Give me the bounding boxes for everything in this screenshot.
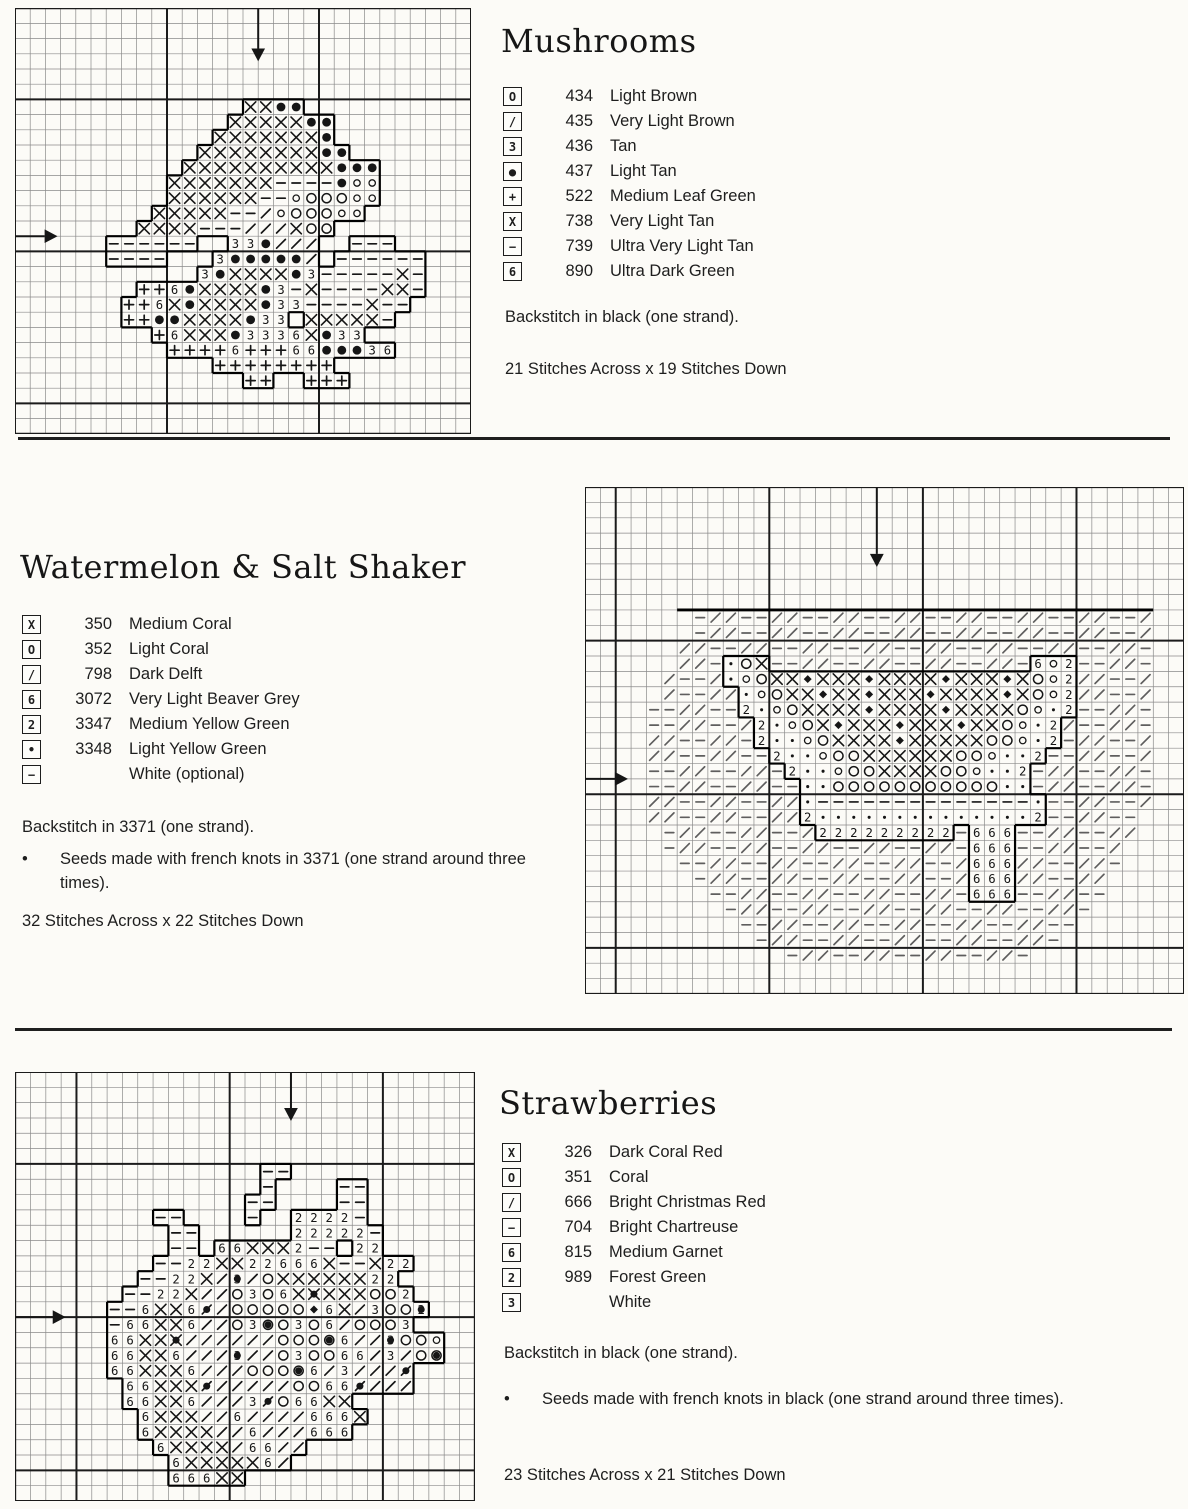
svg-text:2: 2: [788, 764, 797, 779]
mushrooms-stitch-count: 21 Stitches Across x 19 Stitches Down: [505, 360, 787, 378]
svg-text:6: 6: [307, 343, 316, 358]
svg-text:6: 6: [310, 1256, 318, 1271]
svg-text:6: 6: [248, 1440, 257, 1455]
legend-row: [502, 1165, 766, 1190]
legend-symbol: O: [503, 87, 522, 106]
legend-floss-code: 437: [565, 162, 593, 180]
svg-text:2: 2: [1019, 764, 1027, 779]
svg-text:3: 3: [294, 1348, 303, 1363]
legend-row: [503, 84, 756, 109]
svg-text:2: 2: [371, 1241, 379, 1256]
svg-text:3: 3: [248, 1287, 257, 1302]
legend-row: [502, 1190, 766, 1215]
legend-row: [503, 134, 756, 159]
svg-text:2: 2: [172, 1287, 180, 1302]
strawberries-seeds-text: Seeds made with french knots in black (one strand around three times).: [542, 1390, 1064, 1408]
svg-text:6: 6: [340, 1410, 349, 1425]
svg-text:6: 6: [340, 1348, 349, 1363]
legend-color-name: White (optional): [129, 765, 245, 783]
svg-text:6: 6: [1003, 856, 1012, 871]
svg-text:6: 6: [988, 887, 996, 902]
svg-text:2: 2: [264, 1256, 272, 1271]
svg-text:2: 2: [294, 1241, 303, 1256]
legend-symbol: ●: [503, 162, 522, 181]
mushrooms-backstitch-note: Backstitch in black (one strand).: [505, 308, 739, 326]
svg-text:2: 2: [340, 1226, 349, 1241]
svg-text:2: 2: [911, 826, 919, 841]
mushrooms-title: Mushrooms: [501, 22, 697, 60]
svg-text:6: 6: [325, 1318, 333, 1333]
svg-text:3: 3: [371, 1302, 379, 1317]
svg-text:3: 3: [368, 343, 376, 358]
svg-text:2: 2: [325, 1210, 333, 1225]
svg-text:6: 6: [294, 1394, 303, 1409]
legend-color-name: Coral: [609, 1168, 649, 1186]
legend-floss-code: 704: [564, 1218, 592, 1236]
watermelon-seeds-note: [22, 848, 574, 896]
svg-text:2: 2: [880, 826, 889, 841]
svg-text:6: 6: [141, 1318, 150, 1333]
svg-text:3: 3: [340, 1364, 349, 1379]
svg-text:6: 6: [187, 1364, 196, 1379]
svg-text:6: 6: [310, 1364, 318, 1379]
svg-text:6: 6: [988, 826, 996, 841]
svg-text:6: 6: [972, 841, 981, 856]
legend-row: [503, 259, 756, 284]
legend-row: [502, 1215, 766, 1240]
legend-color-name: White: [609, 1293, 652, 1311]
svg-text:6: 6: [111, 1333, 119, 1348]
svg-text:2: 2: [942, 826, 950, 841]
legend-row: [22, 737, 300, 762]
svg-text:6: 6: [231, 343, 240, 358]
svg-text:6: 6: [972, 826, 981, 841]
svg-text:6: 6: [310, 1394, 318, 1409]
svg-text:6: 6: [1003, 841, 1012, 856]
legend-row: [502, 1265, 766, 1290]
bullet-dot: •: [22, 850, 28, 868]
legend-color-name: Dark Coral Red: [609, 1143, 723, 1161]
legend-color-name: Tan: [610, 137, 637, 155]
legend-floss-code: 434: [565, 87, 593, 105]
svg-text:3: 3: [216, 252, 224, 267]
svg-text:6: 6: [172, 1471, 180, 1486]
svg-text:2: 2: [187, 1256, 196, 1271]
svg-text:6: 6: [187, 1318, 196, 1333]
svg-text:6: 6: [248, 1425, 257, 1440]
legend-row: [22, 637, 300, 662]
legend-symbol: −: [502, 1218, 521, 1237]
svg-text:6: 6: [988, 872, 996, 887]
legend-row: [22, 687, 300, 712]
svg-text:6: 6: [988, 856, 996, 871]
svg-text:3: 3: [246, 328, 255, 343]
legend-row: [22, 662, 300, 687]
legend-floss-code: 739: [565, 237, 593, 255]
legend-color-name: Bright Christmas Red: [609, 1193, 766, 1211]
svg-text:6: 6: [294, 1256, 303, 1271]
svg-text:2: 2: [926, 826, 935, 841]
legend-color-name: Medium Coral: [129, 615, 232, 633]
legend-floss-code: 326: [564, 1143, 592, 1161]
svg-text:6: 6: [310, 1410, 318, 1425]
legend-row: [503, 159, 756, 184]
svg-text:2: 2: [834, 826, 843, 841]
legend-floss-code: 666: [564, 1193, 592, 1211]
svg-text:3: 3: [307, 267, 316, 282]
svg-text:2: 2: [819, 826, 827, 841]
svg-text:6: 6: [111, 1364, 119, 1379]
legend-floss-code: 890: [565, 262, 593, 280]
watermelon-legend: [22, 612, 300, 787]
legend-floss-code: 351: [564, 1168, 592, 1186]
svg-text:6: 6: [126, 1318, 134, 1333]
legend-color-name: Light Yellow Green: [129, 740, 267, 758]
legend-floss-code: 435: [565, 112, 593, 130]
svg-text:3: 3: [277, 313, 285, 328]
strawberries-backstitch-note: Backstitch in black (one strand).: [504, 1344, 738, 1362]
svg-text:6: 6: [1034, 657, 1042, 672]
svg-text:6: 6: [325, 1410, 333, 1425]
legend-symbol: 6: [22, 690, 41, 709]
svg-text:6: 6: [187, 1471, 196, 1486]
svg-text:2: 2: [371, 1272, 379, 1287]
svg-text:6: 6: [972, 856, 981, 871]
legend-row: [503, 184, 756, 209]
svg-text:6: 6: [383, 343, 392, 358]
svg-text:6: 6: [1003, 826, 1012, 841]
svg-text:3: 3: [262, 328, 270, 343]
svg-text:2: 2: [172, 1272, 180, 1287]
svg-text:6: 6: [988, 841, 996, 856]
svg-text:3: 3: [292, 298, 300, 313]
svg-text:6: 6: [233, 1410, 242, 1425]
legend-color-name: Ultra Very Light Tan: [610, 237, 754, 255]
legend-color-name: Medium Yellow Green: [129, 715, 290, 733]
svg-text:2: 2: [187, 1272, 196, 1287]
legend-floss-code: 352: [84, 640, 112, 658]
legend-floss-code: 3347: [75, 715, 112, 733]
legend-color-name: Dark Delft: [129, 665, 203, 683]
legend-floss-code: 989: [564, 1268, 592, 1286]
svg-text:6: 6: [126, 1364, 134, 1379]
svg-text:2: 2: [402, 1256, 410, 1271]
strawberries-seeds-note: [504, 1388, 1132, 1412]
svg-text:3: 3: [277, 328, 285, 343]
svg-text:6: 6: [111, 1348, 119, 1363]
mushrooms-legend: [503, 84, 756, 284]
svg-text:6: 6: [202, 1471, 211, 1486]
svg-text:6: 6: [972, 887, 981, 902]
section-divider-1: [18, 437, 1170, 440]
legend-row: [503, 234, 756, 259]
legend-floss-code: 815: [564, 1243, 592, 1261]
svg-text:6: 6: [141, 1302, 150, 1317]
svg-text:2: 2: [402, 1287, 410, 1302]
watermelon-backstitch-note: Backstitch in 3371 (one strand).: [22, 818, 255, 836]
svg-text:6: 6: [292, 343, 300, 358]
svg-text:6: 6: [325, 1425, 333, 1440]
svg-text:6: 6: [126, 1379, 134, 1394]
svg-text:6: 6: [172, 1348, 180, 1363]
legend-color-name: Light Brown: [610, 87, 698, 105]
legend-row: [22, 612, 300, 637]
svg-text:2: 2: [1034, 749, 1042, 764]
svg-text:2: 2: [386, 1256, 395, 1271]
svg-text:3: 3: [386, 1348, 395, 1363]
svg-text:2: 2: [773, 749, 781, 764]
strawberries-chart: [15, 1072, 475, 1501]
legend-symbol: 6: [503, 262, 522, 281]
svg-text:2: 2: [850, 826, 858, 841]
legend-symbol: −: [22, 765, 41, 784]
svg-text:2: 2: [310, 1210, 318, 1225]
svg-text:2: 2: [157, 1287, 165, 1302]
svg-text:6: 6: [325, 1302, 333, 1317]
legend-symbol: X: [22, 615, 41, 634]
svg-text:6: 6: [126, 1394, 134, 1409]
legend-floss-code: 350: [84, 615, 112, 633]
legend-row: [502, 1140, 766, 1165]
svg-text:6: 6: [126, 1333, 134, 1348]
svg-text:6: 6: [155, 298, 164, 313]
svg-text:6: 6: [972, 872, 981, 887]
svg-text:6: 6: [218, 1241, 226, 1256]
legend-symbol: /: [22, 665, 41, 684]
legend-color-name: Very Light Brown: [610, 112, 735, 130]
legend-color-name: Medium Garnet: [609, 1243, 723, 1261]
svg-text:2: 2: [1049, 718, 1058, 733]
svg-text:2: 2: [757, 718, 766, 733]
legend-color-name: Light Tan: [610, 162, 677, 180]
mushrooms-chart: [15, 8, 471, 434]
legend-row: [22, 762, 300, 787]
legend-row: [502, 1240, 766, 1265]
legend-floss-code: 3072: [75, 690, 112, 708]
svg-text:6: 6: [310, 1425, 318, 1440]
svg-text:2: 2: [865, 826, 873, 841]
svg-text:6: 6: [1003, 887, 1012, 902]
svg-text:6: 6: [187, 1302, 196, 1317]
watermelon-stitch-count: 32 Stitches Across x 22 Stitches Down: [22, 912, 304, 930]
svg-text:6: 6: [356, 1348, 364, 1363]
watermelon-title: Watermelon & Salt Shaker: [20, 548, 466, 586]
legend-symbol: X: [503, 212, 522, 231]
svg-text:2: 2: [1034, 810, 1042, 825]
legend-symbol: −: [503, 237, 522, 256]
svg-text:3: 3: [338, 328, 346, 343]
svg-text:2: 2: [248, 1256, 257, 1271]
svg-text:6: 6: [141, 1410, 150, 1425]
svg-text:6: 6: [172, 1456, 180, 1471]
svg-text:6: 6: [141, 1394, 150, 1409]
section-divider-2: [15, 1028, 1172, 1031]
svg-text:3: 3: [294, 1318, 303, 1333]
svg-text:2: 2: [386, 1272, 395, 1287]
watermelon-chart: [585, 487, 1184, 994]
svg-text:6: 6: [233, 1241, 242, 1256]
svg-text:6: 6: [187, 1394, 196, 1409]
svg-text:2: 2: [310, 1226, 318, 1241]
svg-text:2: 2: [340, 1210, 349, 1225]
legend-color-name: Medium Leaf Green: [610, 187, 756, 205]
svg-text:6: 6: [340, 1333, 349, 1348]
legend-symbol: 2: [22, 715, 41, 734]
legend-symbol: 2: [502, 1268, 521, 1287]
svg-text:2: 2: [757, 733, 766, 748]
svg-text:6: 6: [279, 1256, 288, 1271]
svg-text:2: 2: [325, 1226, 333, 1241]
legend-symbol: O: [502, 1168, 521, 1187]
svg-text:6: 6: [170, 328, 179, 343]
svg-text:3: 3: [262, 313, 270, 328]
svg-text:2: 2: [1065, 703, 1073, 718]
legend-symbol: 6: [502, 1243, 521, 1262]
legend-symbol: /: [502, 1193, 521, 1212]
legend-symbol: •: [22, 740, 41, 759]
legend-color-name: Forest Green: [609, 1268, 707, 1286]
bullet-dot: •: [504, 1390, 510, 1408]
svg-text:2: 2: [294, 1210, 303, 1225]
legend-symbol: +: [503, 187, 522, 206]
watermelon-seeds-text: Seeds made with french knots in 3371 (one strand around three times).: [60, 850, 526, 892]
svg-text:3: 3: [277, 298, 285, 313]
legend-symbol: X: [502, 1143, 521, 1162]
legend-symbol: 3: [502, 1293, 521, 1312]
svg-text:2: 2: [356, 1226, 364, 1241]
legend-color-name: Very Light Beaver Grey: [129, 690, 300, 708]
legend-symbol: O: [22, 640, 41, 659]
svg-text:6: 6: [141, 1425, 150, 1440]
strawberries-title: Strawberries: [499, 1084, 718, 1122]
svg-text:6: 6: [340, 1425, 349, 1440]
svg-text:6: 6: [279, 1287, 288, 1302]
legend-color-name: Very Light Tan: [610, 212, 715, 230]
strawberries-legend: [502, 1140, 766, 1315]
svg-text:3: 3: [248, 1394, 257, 1409]
strawberries-stitch-count: 23 Stitches Across x 21 Stitches Down: [504, 1466, 786, 1484]
svg-text:6: 6: [126, 1348, 134, 1363]
svg-text:2: 2: [1065, 672, 1073, 687]
legend-floss-code: 436: [565, 137, 593, 155]
svg-text:2: 2: [356, 1241, 364, 1256]
svg-text:6: 6: [264, 1440, 272, 1455]
svg-text:6: 6: [141, 1379, 150, 1394]
legend-symbol: 3: [503, 137, 522, 156]
legend-floss-code: 798: [84, 665, 112, 683]
svg-text:2: 2: [1065, 687, 1073, 702]
svg-text:6: 6: [1003, 872, 1012, 887]
svg-text:2: 2: [1049, 733, 1058, 748]
svg-text:6: 6: [340, 1379, 349, 1394]
svg-text:3: 3: [246, 237, 255, 252]
legend-color-name: Bright Chartreuse: [609, 1218, 739, 1236]
svg-text:2: 2: [742, 703, 750, 718]
svg-text:2: 2: [896, 826, 904, 841]
svg-text:3: 3: [231, 237, 240, 252]
svg-text:3: 3: [353, 328, 361, 343]
svg-text:6: 6: [157, 1440, 165, 1455]
legend-row: [502, 1290, 766, 1315]
svg-text:3: 3: [201, 267, 209, 282]
svg-text:6: 6: [292, 328, 300, 343]
svg-text:3: 3: [277, 282, 285, 297]
svg-text:6: 6: [264, 1456, 272, 1471]
svg-text:2: 2: [804, 810, 812, 825]
legend-row: [22, 712, 300, 737]
legend-row: [503, 209, 756, 234]
legend-floss-code: 3348: [75, 740, 112, 758]
svg-text:6: 6: [325, 1379, 333, 1394]
svg-text:6: 6: [170, 282, 179, 297]
legend-floss-code: 522: [565, 187, 593, 205]
svg-text:3: 3: [402, 1318, 410, 1333]
legend-symbol: /: [503, 112, 522, 131]
legend-floss-code: 738: [565, 212, 593, 230]
legend-row: [503, 109, 756, 134]
svg-text:2: 2: [202, 1256, 211, 1271]
svg-text:2: 2: [294, 1226, 303, 1241]
svg-text:2: 2: [1065, 657, 1073, 672]
svg-text:3: 3: [248, 1318, 257, 1333]
legend-color-name: Light Coral: [129, 640, 209, 658]
legend-color-name: Ultra Dark Green: [610, 262, 735, 280]
